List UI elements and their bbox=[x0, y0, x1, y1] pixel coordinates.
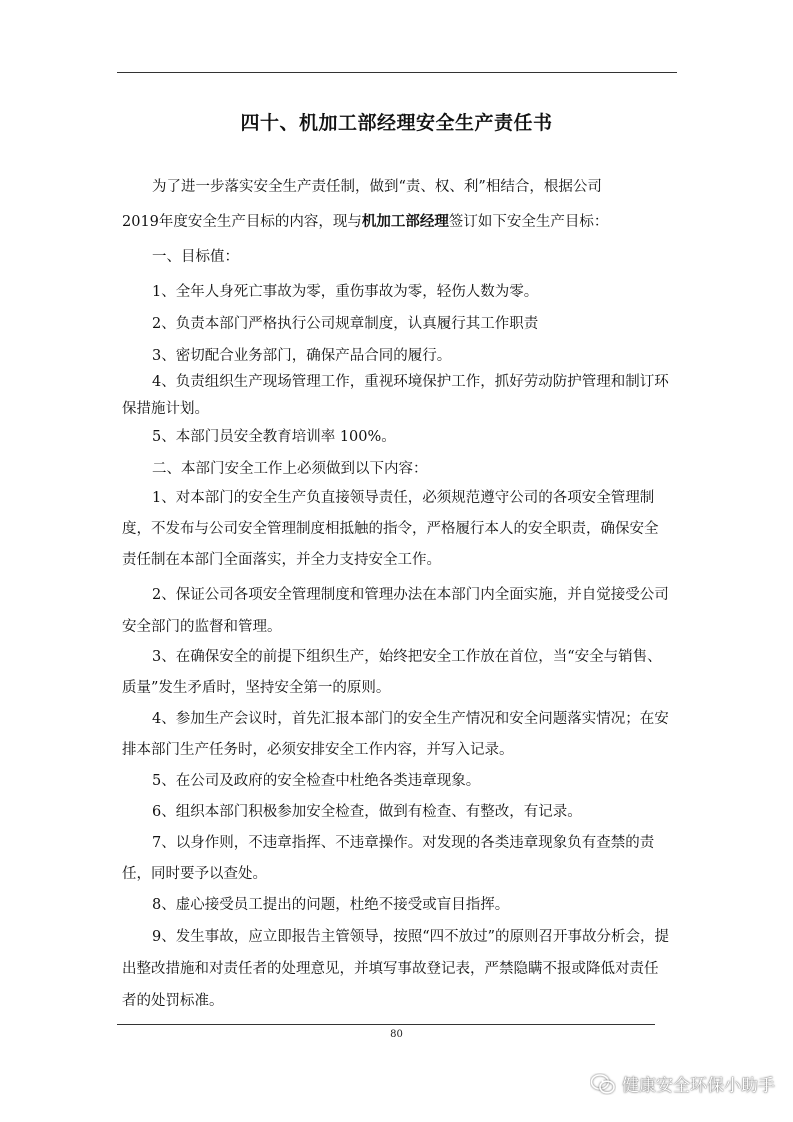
duty-item: 7、以身作则，不违章指挥、不违章操作。对发现的各类违章现象负有查禁的责任，同时要予以查处。 bbox=[122, 835, 655, 882]
intro-line-2 bbox=[122, 207, 670, 237]
header-rule bbox=[117, 72, 677, 73]
duty-item: 6、组织本部门积极参加安全检查，做到有检查、有整改，有记录。 bbox=[152, 804, 582, 820]
intro-line-1: 为了进一步落实安全生产责任制，做到“责、权、利”相结合，根据公司 bbox=[152, 179, 602, 195]
section2-heading: 二、本部门安全工作上必须做到以下内容： bbox=[152, 461, 428, 477]
footer-rule bbox=[117, 1024, 655, 1025]
watermark-text: 健康安全环保小助手 bbox=[622, 1076, 775, 1096]
page-number: 80 bbox=[390, 1029, 403, 1040]
target-item: 1、全年人身死亡事故为零，重伤事故为零，轻伤人数为零。 bbox=[152, 284, 539, 300]
intro-suffix: 签订如下安全生产目标： bbox=[448, 214, 609, 230]
target-item: 4、负责组织生产现场管理工作，重视环境保护工作，抓好劳动防护管理和制订环保措施计划。 bbox=[122, 374, 669, 417]
wechat-icon bbox=[590, 1073, 616, 1095]
duty-item: 3、在确保安全的前提下组织生产，始终把安全工作放在首位，当“安全与销售、质量”发生矛盾时，坚持安全第一的原则。 bbox=[122, 649, 662, 696]
intro-prefix: 2019年度安全生产目标的内容，现与 bbox=[122, 214, 362, 230]
document-title: 四十、机加工部经理安全生产责任书 bbox=[240, 112, 553, 134]
section1-heading: 一、目标值： bbox=[152, 249, 239, 265]
intro-bold-party: 机加工部经理 bbox=[361, 213, 449, 230]
duty-item: 5、在公司及政府的安全检查中杜绝各类违章现象。 bbox=[152, 773, 481, 789]
duty-item: 2、保证公司各项安全管理制度和管理办法在本部门内全面实施，并自觉接受公司安全部门的监督和管理。 bbox=[122, 587, 669, 635]
target-item: 5、本部门员安全教育培训率 100%。 bbox=[152, 429, 396, 445]
duty-item: 8、虚心接受员工提出的问题，杜绝不接受或盲目指挥。 bbox=[152, 897, 510, 913]
wechat-watermark bbox=[590, 1071, 775, 1096]
target-item: 3、密切配合业务部门，确保产品合同的履行。 bbox=[152, 348, 452, 364]
target-item: 2、负责本部门严格执行公司规章制度，认真履行其工作职责 bbox=[152, 316, 539, 332]
duty-item: 9、发生事故，应立即报告主管领导，按照“四不放过”的原则召开事故分析会，提出整改措施和对责任者的处理意见，并填写事故登记表，严禁隐瞒不报或降低对责任者的处罚标准。 bbox=[122, 929, 670, 1009]
duty-item: 4、参加生产会议时，首先汇报本部门的安全生产情况和安全问题落实情况；在安排本部门生产任务时，必须安排安全工作内容，并写入记录。 bbox=[122, 711, 669, 758]
duty-item: 1、对本部门的安全生产负直接领导责任，必须规范遵守公司的各项安全管理制度，不发布与公司安全管理制度相抵触的指令，严格履行本人的安全职责，确保安全责任制在本部门全面落实，并全力支持安全工作。 bbox=[122, 490, 659, 568]
